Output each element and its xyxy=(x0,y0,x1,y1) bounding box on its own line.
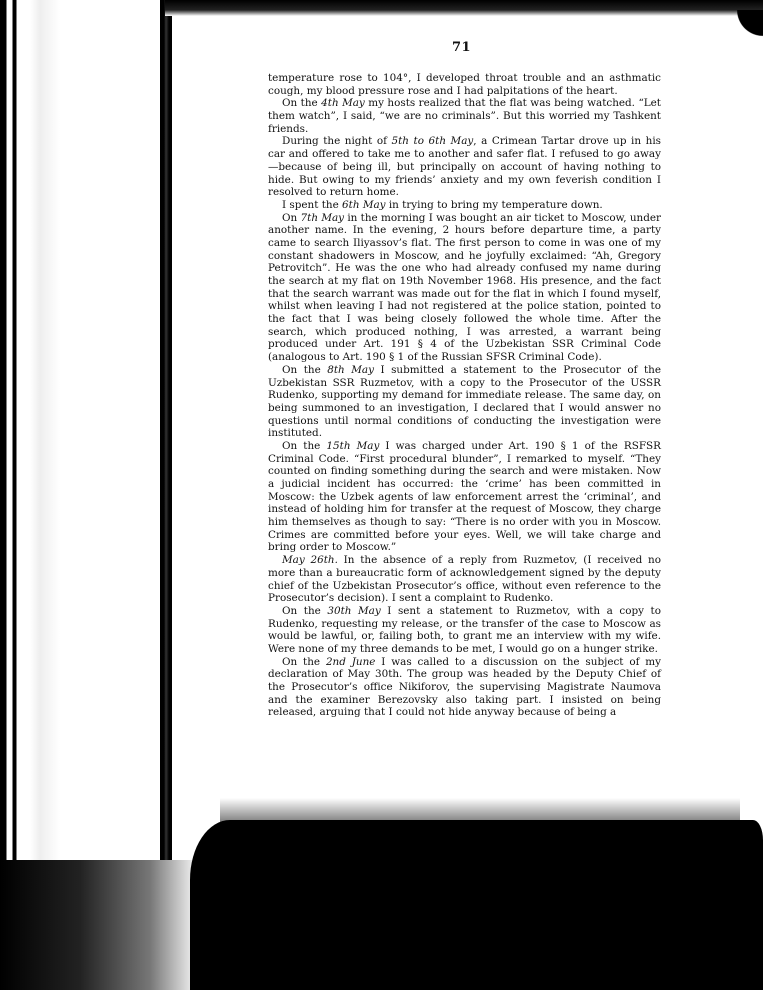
main-text-column xyxy=(268,72,661,719)
body-paragraph: On the 2nd June I was called to a discussion on the subject of my declaration of May 30th. The group was headed by the Deputy Chief of the Prosecutor’s office Nikiforov, the supervising Magistrate Naumova and the examiner Berezovsky also taking part. I insisted on being released, arguing that I could not hide anyway because of being a xyxy=(268,655,661,719)
scan-top-shadow xyxy=(165,0,763,16)
body-paragraph: On the 8th May I submitted a statement to the Prosecutor of the Uzbekistan SSR Ruzmetov, with a copy to the Prosecutor of the USSR Rudenko, supporting my demand for immediate release. The same day, on being summoned to an investigation, I declared that I would answer no questions until normal conditions of conducting the investigation were instituted. xyxy=(268,363,661,440)
body-paragraph: On the 15th May I was charged under Art. 190 § 1 of the RSFSR Criminal Code. “First procedural blunder”, I remarked to myself. “They counted on finding something during the search and were mistaken. Now a judicial incident has occurred: the ‘crime’ has been committed in Moscow: the Uzbek agents of law enforcement arrest the ‘criminal’, and instead of holding him for transfer at the request of Moscow, they charge him themselves as though to say: “There is no order with you in Moscow. Crimes are committed before your eyes. Well, we will take charge and bring order to Moscow.” xyxy=(268,439,661,554)
body-paragraph: May 26th. In the absence of a reply from Ruzmetov, (I received no more than a bureaucratic form of acknowledgement signed by the deputy chief of the Uzbekistan Prosecutor’s office, without even reference to the Prosecutor’s decision). I sent a complaint to Rudenko. xyxy=(268,554,662,605)
body-paragraph: On 7th May in the morning I was bought an air ticket to Moscow, under another name. In the evening, 2 hours before departure time, a party came to search Iliyassov’s flat. The first person to come in was one of my constant shadowers in Moscow, and he joyfully exclaimed: “Ah, Gregory Petrovitch”. He was the one who had already confused my name during the search at my flat on 19th November 1968. His presence, and the fact that the search warrant was made out for the flat in which I found myself, whilst when leaving I had not registered at the police station, pointed to the fact that I was being closely followed the whole time. After the search, which produced nothing, I was arrested, a warrant being produced under Art. 191 § 4 of the Uzbekistan SSR Criminal Code (analogous to Art. 190 § 1 of the Russian SFSR Criminal Code). xyxy=(268,211,662,364)
body-paragraph: On the 30th May I sent a statement to Ruzmetov, with a copy to Rudenko, requesting my release, or the transfer of the case to Moscow as would be lawful, or, failing both, to grant me an interview with my wife. Were none of my three demands to be met, I would go on a hunger strike. xyxy=(268,604,661,655)
scan-corner-shadow xyxy=(733,10,763,40)
scan-left-shadow xyxy=(0,0,165,990)
body-paragraph: On the 4th May my hosts realized that the flat was being watched. “Let them watch”, I said, “we are no criminals”. But this worried my Tashkent friends. xyxy=(268,97,661,135)
page-gutter-border xyxy=(160,0,172,990)
body-paragraph: I spent the 6th May in trying to bring my temperature down. xyxy=(282,198,603,211)
scan-bottom-shadow xyxy=(190,820,763,990)
scan-bottom-left-shadow xyxy=(0,860,200,990)
page-number: 71 xyxy=(452,40,472,55)
body-paragraph: temperature rose to 104°, I developed throat trouble and an asthmatic cough, my blood pressure rose and I had palpitations of the heart. xyxy=(268,72,661,97)
body-paragraph: During the night of 5th to 6th May, a Crimean Tartar drove up in his car and offered to take me to another and safer flat. I refused to go away—because of being ill, but principally on account of having nothing to hide. But owing to my friends’ anxiety and my own feverish condition I resolved to return home. xyxy=(268,135,661,199)
